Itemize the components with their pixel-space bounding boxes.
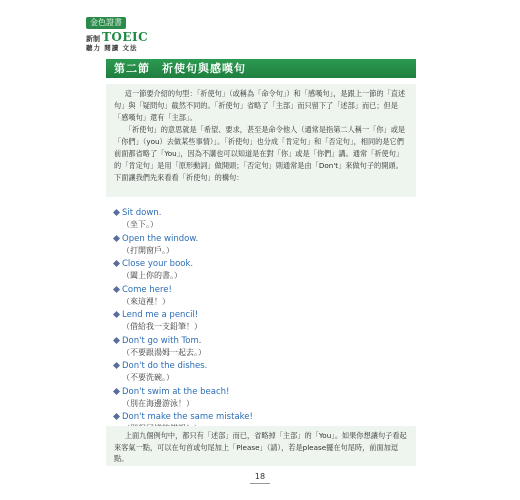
brand-name: TOEIC xyxy=(102,30,149,44)
intro-paragraph-1: 這一節要介紹的句型：「祈使句」（或稱為「命令句」）和「感嘆句」，是跟上一節的「直述句」與「疑問句」截然不同的。「祈使句」省略了「主部」而只留下了「述部」而已；但是「感嘆句」還有「主部」。 xyxy=(114,89,406,122)
example-item xyxy=(114,285,414,311)
example-item xyxy=(114,336,414,362)
diamond-bullet-icon xyxy=(113,311,120,318)
example-english: Open the window. xyxy=(122,233,199,244)
example-translation: （借給我一支鉛筆！） xyxy=(122,322,202,331)
diamond-bullet-icon xyxy=(113,336,120,343)
diamond-bullet-icon xyxy=(113,413,120,420)
diamond-bullet-icon xyxy=(113,285,120,292)
brand-subtitle: 聽力 閱讀 文法 xyxy=(86,44,138,52)
example-english: Lend me a pencil! xyxy=(122,310,199,320)
outro-box xyxy=(106,426,416,466)
intro-box xyxy=(106,84,416,197)
example-translation: （打開窗戶。） xyxy=(122,245,174,255)
diamond-bullet-icon xyxy=(113,234,120,241)
example-item xyxy=(114,361,414,387)
brand-tag: 金色證書 xyxy=(86,17,126,29)
example-english: Sit down. xyxy=(122,208,162,218)
section-title: 第二節 祈使句與感嘆句 xyxy=(106,59,416,78)
example-translation: （不要跟湯姆一起去。） xyxy=(122,347,206,357)
diamond-bullet-icon xyxy=(113,362,120,369)
brand-logo xyxy=(86,10,176,52)
example-english: Don't make the same mistake! xyxy=(122,412,253,422)
example-english: Don't swim at the beach! xyxy=(122,386,230,397)
example-english: Close your book. xyxy=(122,259,194,269)
example-english: Come here! xyxy=(122,284,172,295)
example-translation: （來這裡！） xyxy=(122,296,170,306)
example-translation: （不要洗碗。） xyxy=(122,373,174,382)
diamond-bullet-icon xyxy=(113,260,120,267)
example-translation: （闔上你的書。） xyxy=(122,271,182,280)
example-item xyxy=(114,387,414,413)
example-translation: （坐下。） xyxy=(122,220,158,229)
example-english: Don't do the dishes. xyxy=(122,361,208,371)
example-english: Don't go with Tom. xyxy=(122,335,202,346)
page-number-underline xyxy=(250,483,270,484)
intro-paragraph-2: 「祈使句」的意思就是「希望、要求，甚至是命令他人（通常是指第二人稱一「你」或是「你們」（you）去做某些事情）」。「祈使句」也分成「肯定句」和「否定句」，相同的是它們前面都省略了「You」，因為不講也可以知道是在對「你」或是「你們」講。通常「祈使句」的「肯定句」是用「原形動詞」做開頭；「否定句」則通常是由「Don't」來做句子的開頭。下面讓我們先來看看「祈使句」的構句： xyxy=(114,125,406,182)
example-item xyxy=(114,234,414,260)
outro-paragraph: 上面九個例句中，都只有「述部」而已，省略掉「主部」的「You」。如果你想讓句子看起來客氣一點，可以在句首或句尾加上「Please」（請），若是please擺在句尾時，前面加逗點。 xyxy=(114,431,407,463)
example-translation: （別在海邊游泳！） xyxy=(122,398,194,408)
example-item xyxy=(114,208,414,234)
diamond-bullet-icon xyxy=(113,209,120,216)
diamond-bullet-icon xyxy=(113,387,120,394)
example-list xyxy=(114,208,414,438)
brand-new-label: 新制 xyxy=(86,35,100,43)
page-number: 18 xyxy=(254,472,266,481)
example-item xyxy=(114,259,414,285)
example-item xyxy=(114,310,414,336)
